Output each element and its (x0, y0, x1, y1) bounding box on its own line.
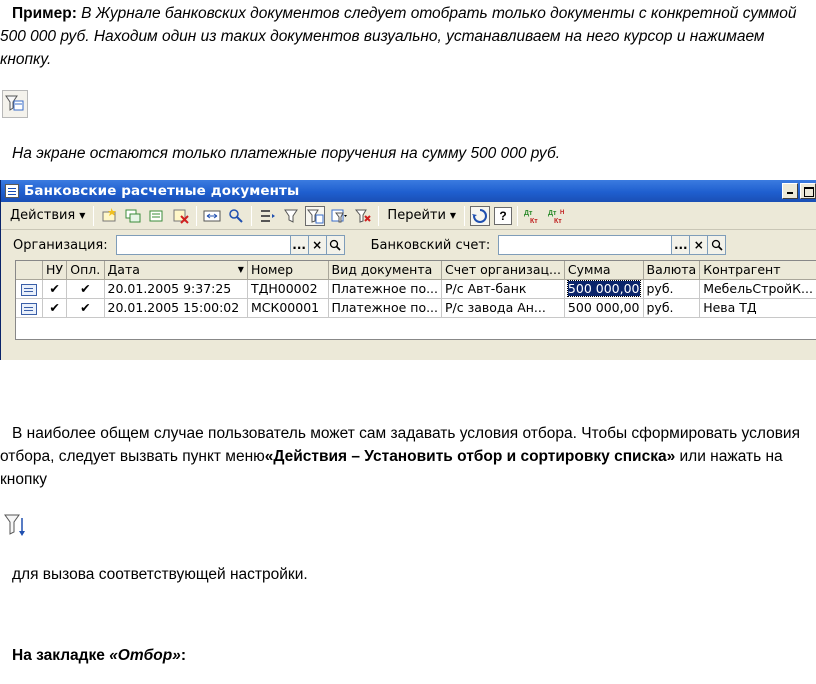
row-document-icon (16, 279, 43, 298)
table-row[interactable] (16, 279, 816, 298)
bank-account-label: Банковский счет: (370, 237, 491, 253)
paragraph-filter-tab (12, 644, 186, 667)
row-doc-kind: Платежное по... (328, 279, 442, 298)
row-org-account: Р/с Авт-банк (442, 279, 565, 298)
organization-select-button[interactable]: ... (291, 235, 309, 255)
refresh-icon[interactable] (470, 206, 490, 226)
dt-kt-n-icon[interactable] (547, 206, 567, 226)
row-date: 20.01.2005 9:37:25 (104, 279, 247, 298)
header-org-account[interactable]: Счет организац... (442, 261, 565, 279)
clear-filter-icon[interactable] (353, 206, 373, 226)
menu-path-text: «Действия – Установить отбор и сортировку списка» (264, 448, 676, 465)
window-titlebar[interactable] (1, 180, 816, 202)
bank-account-search-icon[interactable] (708, 235, 726, 255)
row-number: ТДН00002 (247, 279, 328, 298)
header-sum[interactable]: Сумма (564, 261, 643, 279)
header-counterparty[interactable]: Контрагент (700, 261, 816, 279)
paragraph-result: На экране остаются только платежные поручения на сумму 500 000 руб. (12, 145, 561, 162)
row-paid-check: ✔ (67, 298, 104, 317)
table-header-row (16, 261, 816, 279)
filter-tab-name: «Отбор» (109, 647, 181, 664)
row-sum: 500 000,00 (564, 298, 643, 317)
documents-table (15, 260, 816, 340)
toolbar-separator (517, 206, 518, 226)
header-icon-column[interactable] (16, 261, 43, 279)
svg-text:Н: Н (560, 209, 565, 216)
row-sum-selected[interactable]: 500 000,00 (564, 279, 643, 298)
sort-descending-icon: ▼ (237, 265, 244, 275)
header-date[interactable]: Дата ▼ (104, 261, 247, 279)
filter-history-icon[interactable] (329, 206, 349, 226)
find-icon[interactable] (226, 206, 246, 226)
row-paid-check: ✔ (67, 279, 104, 298)
interval-icon[interactable] (202, 206, 222, 226)
row-number: МСК00001 (247, 298, 328, 317)
toolbar (1, 202, 816, 230)
header-doc-kind[interactable]: Вид документа (328, 261, 442, 279)
row-nu-check: ✔ (43, 298, 67, 317)
svg-text:Кт: Кт (554, 217, 562, 225)
row-nu-check: ✔ (43, 279, 67, 298)
hierarchy-icon[interactable] (257, 206, 277, 226)
add-icon[interactable] (99, 206, 119, 226)
copy-icon[interactable] (123, 206, 143, 226)
journal-icon (5, 184, 19, 198)
table-row[interactable] (16, 298, 816, 317)
row-counterparty: Нева ТД (700, 298, 816, 317)
toolbar-separator (251, 206, 252, 226)
filter-tab-colon: : (180, 647, 186, 664)
toolbar-separator (196, 206, 197, 226)
organization-clear-button[interactable]: × (309, 235, 327, 255)
svg-text:Дт: Дт (524, 209, 533, 217)
toolbar-separator (93, 206, 94, 226)
chevron-down-icon: ▼ (449, 211, 457, 220)
maximize-button[interactable] (800, 183, 816, 199)
row-date: 20.01.2005 15:00:02 (104, 298, 247, 317)
toolbar-separator (378, 206, 379, 226)
filter-by-value-icon (2, 90, 28, 118)
svg-text:Дт: Дт (548, 209, 557, 217)
row-currency: руб. (643, 279, 700, 298)
filter-tab-label: На закладке (12, 647, 110, 664)
window-title: Банковские расчетные документы (24, 183, 300, 199)
row-doc-kind: Платежное по... (328, 298, 442, 317)
bank-documents-window (0, 180, 816, 360)
toolbar-separator (464, 206, 465, 226)
bank-account-input[interactable] (498, 235, 672, 255)
delete-icon[interactable] (171, 206, 191, 226)
header-currency[interactable]: Валюта (643, 261, 700, 279)
actions-menu-button[interactable]: Действия ▼ (10, 208, 86, 223)
minimize-button[interactable] (782, 183, 798, 199)
bank-account-clear-button[interactable]: × (690, 235, 708, 255)
chevron-down-icon: ▼ (79, 211, 86, 220)
svg-text:Кт: Кт (530, 217, 538, 225)
filter-fields-row (1, 230, 816, 260)
bank-account-select-button[interactable]: ... (672, 235, 690, 255)
filter-settings-icon[interactable] (281, 206, 301, 226)
dt-kt-icon[interactable] (523, 206, 543, 226)
filter-by-value-button-icon[interactable] (305, 206, 325, 226)
row-org-account: Р/с завода Ан... (442, 298, 565, 317)
organization-label: Организация: (13, 237, 108, 253)
edit-icon[interactable] (147, 206, 167, 226)
row-currency: руб. (643, 298, 700, 317)
general-case-tail: или нажать на кнопку (0, 448, 783, 488)
row-document-icon (16, 298, 43, 317)
row-counterparty: МебельСтройК... (700, 279, 816, 298)
help-button[interactable]: ? (494, 207, 512, 225)
general-case-text: В наиболее общем случае пользователь может сам задавать условия отбора. Чтобы сформировать условия отбора, следует вызвать пункт меню (0, 425, 800, 465)
organization-input[interactable] (116, 235, 291, 255)
header-nu[interactable]: НУ (43, 261, 67, 279)
header-number[interactable]: Номер (247, 261, 328, 279)
paragraph-settings: для вызова соответствующей настройки. (12, 566, 308, 583)
paragraph-example (0, 2, 800, 71)
filter-and-sort-icon (2, 510, 28, 538)
header-paid[interactable]: Опл. (67, 261, 104, 279)
example-text: В Журнале банковских документов следует отобрать только документы с конкретной суммой 500 000 руб. Находим один из таких документов визуально, устанавливаем на него курсор и нажимаем кнопку. (0, 5, 797, 68)
goto-menu-button[interactable]: Перейти ▼ (387, 208, 457, 223)
paragraph-general-case (0, 422, 800, 491)
organization-search-icon[interactable] (327, 235, 345, 255)
example-lead: Пример: (12, 5, 77, 22)
